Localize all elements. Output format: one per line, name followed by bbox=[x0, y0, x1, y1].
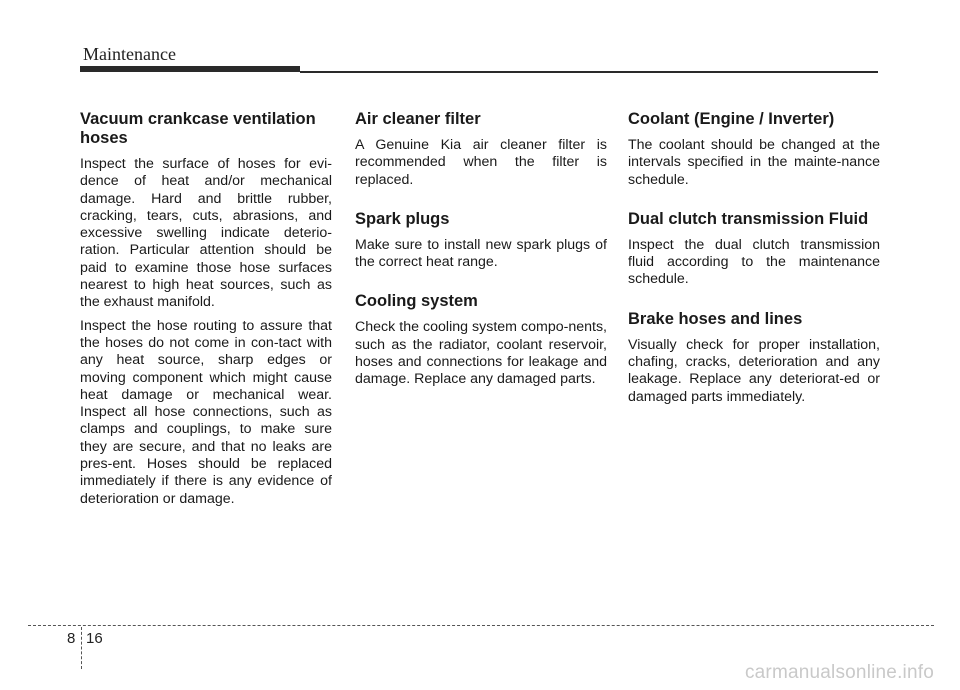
paragraph: Inspect the dual clutch transmission fluid according to the maintenance schedule. bbox=[628, 236, 880, 288]
footer-separator bbox=[81, 627, 82, 669]
heading-line-1: Vacuum crankcase ventilation bbox=[80, 110, 316, 128]
chapter-number: 8 bbox=[67, 630, 76, 647]
footer-rule bbox=[28, 625, 934, 626]
column-right bbox=[628, 110, 880, 412]
paragraph: The coolant should be changed at the intervals specified in the mainte-nance schedule. bbox=[628, 137, 880, 188]
section-title: Maintenance bbox=[83, 44, 176, 64]
heading-air-cleaner-filter: Air cleaner filter bbox=[355, 110, 481, 128]
heading-line-2: hoses bbox=[80, 129, 128, 147]
heading-spark-plugs: Spark plugs bbox=[355, 209, 450, 228]
heading-cooling-system: Cooling system bbox=[355, 292, 478, 311]
header-rule-thick bbox=[80, 66, 300, 72]
page-number: 16 bbox=[86, 630, 103, 647]
heading-dual-clutch-fluid: Dual clutch transmission Fluid bbox=[628, 209, 869, 228]
heading-brake-hoses: Brake hoses and lines bbox=[628, 309, 803, 328]
heading-vacuum-crankcase bbox=[80, 110, 332, 148]
paragraph: Visually check for proper installation, chafing, cracks, deterioration and any leakage. Replace any deteriorat-ed or damaged parts immediately. bbox=[628, 336, 880, 405]
header-rule-thin bbox=[300, 71, 878, 73]
heading-coolant: Coolant (Engine / Inverter) bbox=[628, 110, 835, 128]
column-middle bbox=[355, 110, 607, 395]
column-left bbox=[80, 110, 332, 514]
paragraph: Check the cooling system compo-nents, such as the radiator, coolant reservoir, hoses and connections for leakage and damage. Replace any damaged parts. bbox=[355, 319, 607, 388]
paragraph: A Genuine Kia air cleaner filter is recommended when the filter is replaced. bbox=[355, 137, 607, 188]
paragraph: Make sure to install new spark plugs of the correct heat range. bbox=[355, 236, 607, 271]
paragraph: Inspect the surface of hoses for evi-dence of heat and/or mechanical damage. Hard and brittle rubber, cracking, tears, cuts, abrasions, and excessive swelling indicate deterio-ration. Particular attention should be paid to examine those hose surfaces nearest to high heat sources, such as the exhaust manifold. bbox=[80, 156, 332, 311]
watermark: carmanualsonline.info bbox=[744, 662, 934, 683]
paragraph: Inspect the hose routing to assure that the hoses do not come in con-tact with any heat source, sharp edges or moving component which might cause heat damage or mechanical wear. Inspect all hose connections, such as clamps and couplings, to make sure they are secure, and that no leaks are pres-ent. Hoses should be replaced immediately if there is any evidence of deterioration or damage. bbox=[80, 317, 332, 507]
